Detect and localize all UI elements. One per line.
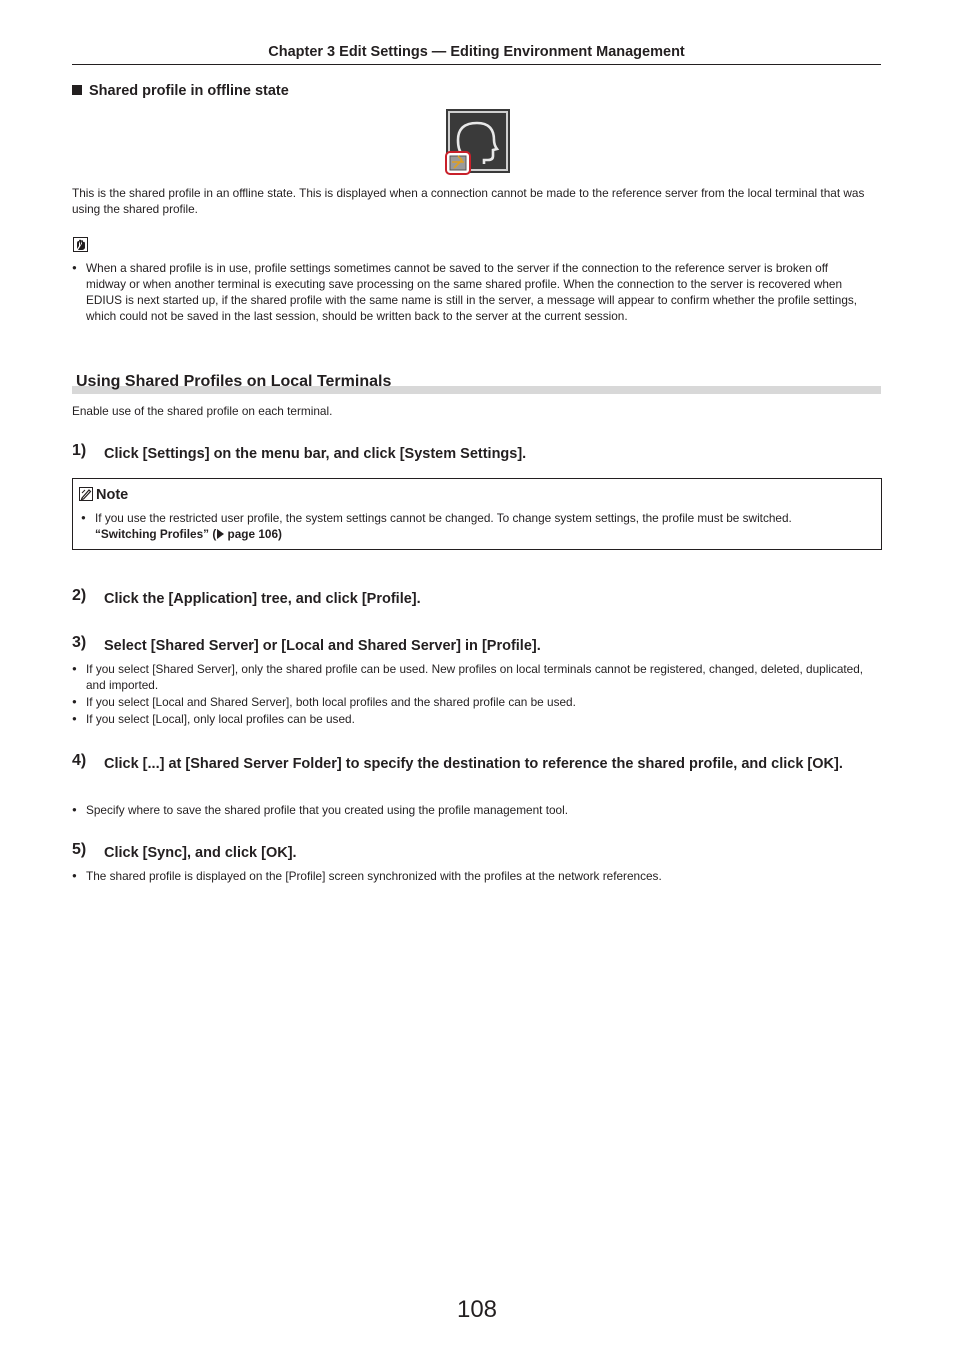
square-bullet-icon [72,85,82,95]
offline-heading [72,83,289,99]
page-number: 108 [456,1296,498,1323]
note-icon [79,487,93,506]
chapter-header: Chapter 3 Edit Settings — Editing Environment Management [268,44,685,60]
note-bullets [81,510,873,542]
step-1-number: 1) [72,442,87,459]
step-4-number: 4) [72,752,87,769]
step-3-number: 3) [72,634,87,651]
step-5-bullets [72,868,872,884]
note-label: Note [96,487,129,503]
note-bullet [81,510,873,542]
list-item: ● Specify where to save the shared profile that you created using the profile management tool. [72,802,872,818]
step-4-bullets [72,802,872,818]
note-header [79,486,128,506]
step-3-text: Select [Shared Server] or [Local and Shared Server] in [Profile]. [104,638,541,654]
section-intro: Enable use of the shared profile on each terminal. [72,404,333,418]
list-item: ● If you select [Local], only local profiles can be used. [72,711,882,727]
header-divider [72,64,881,65]
note-link-page: page 106) [224,527,282,541]
step-5-number: 5) [72,841,87,858]
offline-shared-profile-icon [444,108,512,176]
list-item: ● If you select [Local and Shared Server], both local profiles and the shared profile can be used. [72,694,882,710]
note-link-text: “Switching Profiles” ( [95,527,217,541]
note-text: If you use the restricted user profile, the system settings cannot be changed. To change system settings, the profile must be switched. [95,511,792,525]
list-item: ● If you select [Shared Server], only the shared profile can be used. New profiles on local terminals cannot be registered, changed, deleted, duplicated, and imported. [72,661,882,693]
step-2-number: 2) [72,587,87,604]
step-3-bullets [72,661,882,727]
section-title: Using Shared Profiles on Local Terminals [76,373,392,390]
offline-heading-text: Shared profile in offline state [89,83,289,99]
step-4-text: Click [...] at [Shared Server Folder] to specify the destination to reference the shared profile, and click [OK]. [104,756,843,772]
memo-bullets [72,260,868,324]
list-item: ● The shared profile is displayed on the [Profile] screen synchronized with the profiles at the network references. [72,868,872,884]
step-1-text: Click [Settings] on the menu bar, and click [System Settings]. [104,446,527,462]
offline-description: This is the shared profile in an offline state. This is displayed when a connection cannot be made to the reference server from the local terminal that was using the shared profile. [72,186,865,216]
memo-icon [73,237,89,252]
step-2-text: Click the [Application] tree, and click [Profile]. [104,591,421,607]
memo-bullet: ● When a shared profile is in use, profile settings sometimes cannot be saved to the server if the connection to the reference server is broken off midway or when another terminal is executing save processing on the same shared profile. When the connection to the server is recovered when EDIUS is next started up, if the shared profile with the same name is still in the server, a message will appear to confirm whether the profile settings, which could not be saved in the last session, should be written back to the server at the current session. [72,260,868,324]
step-5-text: Click [Sync], and click [OK]. [104,845,297,861]
note-link[interactable] [95,527,282,541]
